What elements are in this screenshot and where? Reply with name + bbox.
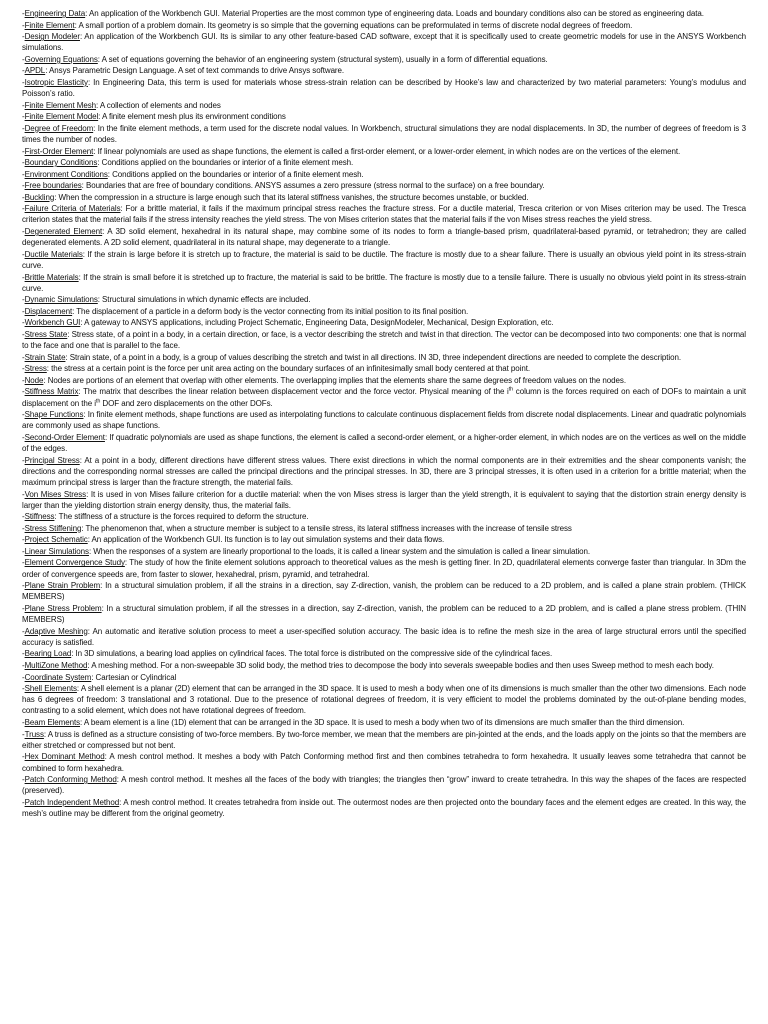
glossary-term: Isotropic Elasticity — [24, 77, 88, 87]
glossary-term: Displacement — [24, 306, 73, 316]
glossary-definition: : If the strain is large before it is stretch up to fracture, the material is said to be ductile. The fracture is mostly due to a shear failure. There is usually an obvious yield point in its stress-strain curve. — [22, 249, 746, 270]
glossary-definition: : An application of the Workbench GUI. Its is similar to any other feature-based CAD software, except that it is specifically used to create geometric models for use in the ANSYS Workbench simulations. — [22, 32, 746, 53]
glossary-entry: -Shell Elements: A shell element is a planar (2D) element that can be arranged in the 3D space. It is used to mesh a body when one of its dimensions is much smaller than the other two dimensions. Each node has 6 degrees of freedom: 3 translational and 3 rotational. Due to the presence of rotational degrees of freedom, it is very efficient to model the problems dominated by the out-of-plane bending modes, contrasting to a solid element, which does not have rotational degrees of freedom. — [22, 684, 746, 716]
glossary-definition: : An application of the Workbench GUI. Its function is to lay out simulation systems and their data flows. — [87, 535, 445, 545]
glossary-term: Stiffness — [24, 512, 55, 522]
glossary-definition: : An automatic and iterative solution process to meet a user-specified solution accuracy. The basic idea is to refine the mesh size in the area of large structural errors until the specified accuracy is satisfied. — [22, 626, 746, 647]
glossary-term: Boundary Conditions — [24, 158, 98, 168]
glossary-entry: -Von Mises Stress: It is used in von Mises failure criterion for a ductile material: when the von Mises stress is larger than the yield strength, it is equivalent to saying that the distortion strain energy density is larger than the yielding distortion strain energy density, thus, the material fails. — [22, 489, 746, 510]
glossary-entry: -APDL: Ansys Parametric Design Language. A set of text commands to drive Ansys software. — [22, 66, 345, 76]
glossary-term: Environment Conditions — [24, 169, 108, 179]
glossary-entry: -Brittle Materials: If the strain is small before it is stretched up to fracture, the material is said to be brittle. The fracture is mostly due to a tensile failure. There is usually no obvious yield point in its stress-strain curve. — [22, 272, 746, 293]
glossary-definition: : The stiffness of a structure is the forces required to deform the structure. — [54, 512, 309, 522]
glossary-definition: : In a structural simulation problem, if all the strains in a direction, say Z-direction, vanish, the problem can be reduced to a 2D problem, and is called a plane strain problem. (THICK MEMBERS) — [22, 581, 746, 602]
glossary-term: Finite Element — [24, 20, 75, 30]
glossary-entry: -Governing Equations: A set of equations governing the behavior of an engineering system (structural system), usually in a form of differential equations. — [22, 54, 548, 64]
glossary-definition: : A gateway to ANSYS applications, including Project Schematic, Engineering Data, DesignModeler, Mechanical, Design Exploration, etc. — [80, 318, 554, 328]
glossary-definition: : A 3D solid element, hexahedral in its natural shape, may combine some of its nodes to form a triangle-based prism, quadrilateral-based pyramid, or tetrahedron; they are called degenerated elements. A 2D solid element, quadrilateral in its natural shape, may degenerate to a triangle. — [22, 227, 747, 248]
glossary-entry: -Stress Stiffening: The phenomenon that, when a structure member is subject to a tensile stress, its lateral stiffness increases with the increase of tensile stress — [22, 523, 572, 533]
glossary-term: Stiffness Matrix — [24, 387, 79, 397]
glossary-definition-part: column is the forces required on each of DOFs to maintain a unit displacement on the i — [22, 387, 746, 408]
glossary-term: Node — [24, 375, 44, 385]
glossary-definition: : A collection of elements and nodes — [96, 100, 221, 110]
glossary-entry: -Node: Nodes are portions of an element that overlap with other elements. The overlapping implies that the elements share the same degrees of freedom values on the nodes. — [22, 375, 626, 385]
glossary-definition: : A shell element is a planar (2D) element that can be arranged in the 3D space. It is used to mesh a body when one of its dimensions is much smaller than the other two dimensions. Each node has 6 degrees of freedom: 3 translational and 3 rotational. Due to the presence of rotational degrees of freedom, it is very efficient to model the problems dominated by the out-of-plane bending modes, contrasting to a solid element, which does not have rotational degrees of freedom. — [22, 684, 746, 716]
glossary-entry: -Displacement: The displacement of a particle in a deform body is the vector connecting from its initial position to its final position. — [22, 306, 469, 316]
glossary-definition: : In finite element methods, shape functions are used as interpolating functions to calculate continuous displacement fields from discrete nodal displacements. Linear and quadratic polynomials are commonly used as shape functions. — [22, 410, 746, 431]
glossary-definition: : It is used in von Mises failure criterion for a ductile material: when the von Mises stress is larger than the yield strength, it is equivalent to saying that the distortion strain energy density is larger than the yielding distortion strain energy density, thus, the material fails. — [22, 489, 746, 510]
glossary-definition: : the stress at a certain point is the force per unit area acting on the boundary surfaces of an infinitesimally small body centered at that point. — [46, 364, 530, 374]
glossary-entry: -Hex Dominant Method: A mesh control method. It meshes a body with Patch Conforming method first and then combines tetrahedra to form hexahedra. It usually leaves some tetrahedra that cannot be combined to form hexahedra. — [22, 752, 746, 773]
glossary-entry: -Finite Element Mesh: A collection of elements and nodes — [22, 100, 221, 110]
glossary-entry: -Strain State: Strain state, of a point in a body, is a group of values describing the stretch and twist in all directions. IN 3D, three independent directions are needed to complete the description. — [22, 352, 681, 362]
glossary-term: Linear Simulations — [24, 546, 89, 556]
glossary-term: MultiZone Method — [24, 660, 88, 670]
glossary-entry: -Design Modeler: An application of the Workbench GUI. Its is similar to any other feature-based CAD software, except that it is specifically used to create geometric models for use in the ANSYS Workbench simulations. — [22, 32, 746, 53]
glossary-term: Stress — [24, 364, 47, 374]
glossary-term: Design Modeler — [24, 32, 80, 42]
glossary-entry: -Boundary Conditions: Conditions applied on the boundaries or interior of a finite element mesh. — [22, 158, 354, 168]
glossary-entry: -Degree of Freedom: In the finite element methods, a term used for the discrete nodal values. In Workbench, structural simulations they are nodal displacements. In 3D, the number of degrees of freedom is 3 times the number of nodes. — [22, 123, 746, 144]
glossary-term: Adaptive Meshing — [24, 626, 88, 636]
glossary-term: Strain State — [24, 352, 66, 362]
glossary-definition: : A mesh control method. It creates tetrahedra from inside out. The outermost nodes are then projected onto the boundary faces and the element edges are created. In this way, the mesh’s outline may be different from the original geometry. — [22, 797, 746, 819]
glossary-definition: : Ansys Parametric Design Language. A set of text commands to drive Ansys software. — [45, 66, 345, 76]
glossary-term: Truss — [24, 729, 44, 739]
glossary-definition: : A set of equations governing the behavior of an engineering system (structural system), usually in a form of differential equations. — [97, 54, 548, 64]
glossary-definition-part: : The matrix that describes the linear relation between displacement vector and the force vector. Physical meaning of the i — [78, 387, 509, 397]
glossary-term: Plane Strain Problem — [24, 581, 101, 591]
glossary-term: Buckling — [24, 192, 55, 202]
glossary-term: Dynamic Simulations — [24, 295, 98, 305]
glossary-term: Stress Stiffening — [24, 523, 82, 533]
glossary-definition: : If the strain is small before it is stretched up to fracture, the material is said to be brittle. The fracture is mostly due to a tensile failure. There is usually no obvious yield point in its stress-strain curve. — [22, 272, 746, 293]
glossary-entry: -Workbench GUI: A gateway to ANSYS applications, including Project Schematic, Engineering Data, DesignModeler, Mechanical, Design Exploration, etc. — [22, 318, 554, 328]
glossary-definition: : A small portion of a problem domain. Its geometry is so simple that the governing equations can be preformulated in terms of discrete nodal degrees of freedom. — [74, 20, 633, 30]
superscript: th — [508, 386, 514, 393]
glossary-definition: : Strain state, of a point in a body, is a group of values describing the stretch and twist in all directions. IN 3D, three independent directions are needed to complete the description. — [65, 352, 681, 362]
glossary-term: Bearing Load — [24, 649, 72, 659]
glossary-term: Degree of Freedom — [24, 123, 94, 133]
glossary-entry: -Linear Simulations: When the responses of a system are linearly proportional to the loads, it is called a linear system and the simulation is called a linear simulation. — [22, 546, 591, 556]
glossary-entry: -Finite Element: A small portion of a problem domain. Its geometry is so simple that the governing equations can be preformulated in terms of discrete nodal degrees of freedom. — [22, 20, 633, 30]
glossary-term: Von Mises Stress — [24, 489, 87, 499]
glossary-term: Degenerated Element — [24, 227, 103, 237]
glossary-definition: : Nodes are portions of an element that overlap with other elements. The overlapping implies that the elements share the same degrees of freedom values on the nodes. — [43, 375, 626, 385]
glossary-definition: : A truss is defined as a structure consisting of two-force members. By two-force member, we mean that the members are pin-jointed at the ends, and the loads apply on the joints so that the members are either stretched or compressed but not bent. — [22, 729, 746, 750]
glossary-entry: -Plane Strain Problem: In a structural simulation problem, if all the strains in a direction, say Z-direction, vanish, the problem can be reduced to a 2D problem, and is called a plane strain problem. (THICK MEMBERS) — [22, 581, 746, 602]
glossary-definition: : A mesh control method. It meshes all the faces of the body with triangles; the triangles then “grow” inward to create tetrahedra. In this way the shapes of the faces are respected (preserved). — [22, 775, 746, 796]
glossary-term: Patch Conforming Method — [24, 775, 117, 785]
glossary-definition: : Conditions applied on the boundaries or interior of a finite element mesh. — [97, 158, 354, 168]
glossary-term: Engineering Data — [24, 9, 86, 18]
glossary-entry: -Truss: A truss is defined as a structure consisting of two-force members. By two-force member, we mean that the members are pin-jointed at the ends, and the loads apply on the joints so that the members are either stretched or compressed but not bent. — [22, 729, 746, 750]
glossary-term: Free boundaries — [24, 181, 82, 191]
superscript: th — [95, 397, 101, 404]
glossary-term: Stress State — [24, 329, 68, 339]
glossary-definition: : The displacement of a particle in a deform body is the vector connecting from its initial position to its final position. — [72, 306, 469, 316]
glossary-term: Plane Stress Problem — [24, 603, 102, 613]
glossary-entry: -Degenerated Element: A 3D solid element, hexahedral in its natural shape, may combine some of its nodes to form a triangle-based prism, quadrilateral-based pyramid, or tetrahedron; they are called degenerated elements. A 2D solid element, quadrilateral in its natural shape, may degenerate to a triangle. — [22, 227, 747, 248]
glossary-term: APDL — [24, 66, 46, 76]
glossary-definition: : Cartesian or Cylindrical — [91, 672, 177, 682]
glossary-entry: -Ductile Materials: If the strain is large before it is stretch up to fracture, the material is said to be ductile. The fracture is mostly due to a shear failure. There is usually an obvious yield point in its stress-strain curve. — [22, 249, 746, 270]
glossary-definition: : If quadratic polynomials are used as shape functions, the element is called a second-order element, or a higher-order element, in which nodes are on the vertices as well on the middle of the edges. — [22, 432, 746, 453]
glossary-definition: : Boundaries that are free of boundary conditions. ANSYS assumes a zero pressure (stress normal to the surface) on a free boundary. — [81, 181, 545, 191]
glossary-definition: : A finite element mesh plus its environment conditions — [98, 112, 286, 122]
glossary-term: Finite Element Mesh — [24, 100, 96, 110]
glossary-entry: -Element Convergence Study: The study of how the finite element solutions approach to theoretical values as the mesh is getting finer. In 2D, quadrilateral elements converge faster than triangular. In 3Dm the order of convergence speeds are, from faster to slower, hexahedral, prism, pyramid, and tetrahedral. — [22, 558, 746, 579]
glossary-term: Shape Functions — [24, 410, 84, 420]
glossary-definition: : For a brittle material, it fails if the maximum principal stress reaches the fracture stress. For a ductile material, Tresca criterion or von Mises criterion may be used. The Tresca criterion states that the material fails if the stress intensity reaches the yield stress. The von Mises criterion states that the material fails if the von Mises stress reaches the yield stress. — [22, 204, 747, 225]
glossary-term: Hex Dominant Method — [24, 752, 105, 762]
glossary-definition: : The study of how the finite element solutions approach to theoretical values as the mesh is getting finer. In 2D, quadrilateral elements converge faster than triangular. In 3Dm the order of convergence speeds are, from faster to slower, hexahedral, prism, pyramid, and tetrahedral. — [22, 558, 746, 579]
glossary-term: Finite Element Model — [24, 112, 99, 122]
glossary-term: Coordinate System — [24, 672, 92, 682]
glossary-entry: -Adaptive Meshing: An automatic and iterative solution process to meet a user-specified solution accuracy. The basic idea is to refine the mesh size in the area of large structural errors until the specified accuracy is satisfied. — [22, 626, 746, 647]
glossary-definition: : At a point in a body, different directions have different stress values. There exist directions in which the normal components are in their extremities and the shear components vanish; the directions and the corresponding normal stresses are called the principal directions and the principal stresses. In 3D, there are 3 principal stresses, it is often used in a criterion for a brittle material; when the maximum principal stress is larger than the fracture strength, the material fails. — [22, 455, 746, 487]
glossary-entry: -Shape Functions: In finite element methods, shape functions are used as interpolating functions to calculate continuous displacement fields from discrete nodal displacements. Linear and quadratic polynomials are commonly used as shape functions. — [22, 410, 746, 431]
glossary-definition: : The phenomenon that, when a structure member is subject to a tensile stress, its lateral stiffness increases with the increase of tensile stress — [81, 523, 572, 533]
glossary-entry: -Bearing Load: In 3D simulations, a bearing load applies on cylindrical faces. The total force is distributed on the compressive side of the cylindrical faces. — [22, 649, 553, 659]
glossary-entry: -Beam Elements: A beam element is a line (1D) element that can be arranged in the 3D space. It is used to mesh a body when two of its dimensions are much smaller than the third dimension. — [22, 718, 685, 728]
glossary-entry: -Stress State: Stress state, of a point in a body, in a certain direction, or face, is a vector describing the stretch and twist in that direction. The vector can be decomposed into two components: one that is normal to the face and one that is parallel to the face. — [22, 329, 746, 351]
glossary-term: Ductile Materials — [24, 249, 83, 259]
glossary-term: Project Schematic — [24, 535, 88, 545]
glossary-term: Governing Equations — [24, 54, 98, 64]
glossary-definition: : In Engineering Data, this term is used for materials whose stress-strain relation can be described by Hooke’s law and characterized by two material parameters: Young’s modulus and Poisson’s ratio. — [22, 77, 746, 99]
glossary-definition: : Structural simulations in which dynamic effects are included. — [97, 295, 311, 305]
glossary-entry: -Finite Element Model: A finite element mesh plus its environment conditions — [22, 112, 286, 122]
glossary-entry: -Stiffness: The stiffness of a structure is the forces required to deform the structure. — [22, 512, 309, 522]
glossary-term: Patch Independent Method — [24, 797, 120, 807]
glossary-entry: -Principal Stress: At a point in a body, different directions have different stress values. There exist directions in which the normal components are in their extremities and the shear components vanish; the directions and the corresponding normal stresses are called the principal directions and the principal stresses. In 3D, there are 3 principal stresses, it is often used in a criterion for a brittle material; when the maximum principal stress is larger than the fracture strength, the material fails. — [22, 455, 746, 487]
glossary-entry: -Buckling: When the compression in a structure is large enough such that its lateral stiffness vanishes, the structure becomes unstable, or buckled. — [22, 192, 529, 202]
glossary-entry: -Environment Conditions: Conditions applied on the boundaries or interior of a finite element mesh. — [22, 169, 364, 179]
glossary-term: Workbench GUI — [24, 318, 81, 328]
glossary-entry: -Patch Independent Method: A mesh control method. It creates tetrahedra from inside out. The outermost nodes are then projected onto the boundary faces and the element edges are created. In this way, the mesh’s outline may be different from the original geometry. — [22, 797, 746, 819]
glossary-definition: : A beam element is a line (1D) element that can be arranged in the 3D space. It is used to mesh a body when two of its dimensions are much smaller than the third dimension. — [80, 718, 685, 728]
glossary-entry: -Free boundaries: Boundaries that are free of boundary conditions. ANSYS assumes a zero pressure (stress normal to the surface) on a free boundary. — [22, 181, 545, 191]
glossary-definition: : In the finite element methods, a term used for the discrete nodal values. In Workbench, structural simulations they are nodal displacements. In 3D, the number of degrees of freedom is 3 times the number of nodes. — [22, 123, 746, 144]
glossary-definition: : Conditions applied on the boundaries or interior of a finite element mesh. — [107, 169, 364, 179]
glossary-entry: -First-Order Element: If linear polynomials are used as shape functions, the element is called a first-order element, or a lower-order element, in which nodes are on the vertices of the element. — [22, 146, 681, 156]
glossary-entry: -Plane Stress Problem: In a structural simulation problem, if all the stresses in a direction, say Z-direction, vanish, the problem can be reduced to a 2D problem, and is called a plane stress problem. (THIN MEMBERS) — [22, 603, 746, 625]
glossary-term: Shell Elements — [24, 684, 77, 694]
glossary-term: Failure Criteria of Materials — [24, 204, 121, 214]
glossary-definition: : An application of the Workbench GUI. Material Properties are the most common type of engineering data. Loads and boundary conditions also can be stored as engineering data. — [85, 9, 704, 18]
glossary-entry: -Failure Criteria of Materials: For a brittle material, it fails if the maximum principal stress reaches the fracture stress. For a ductile material, Tresca criterion or von Mises criterion may be used. The Tresca criterion states that the material fails if the stress intensity reaches the yield stress. The von Mises criterion states that the material fails if the von Mises stress reaches the yield stress. — [22, 204, 747, 225]
glossary-entry: -Dynamic Simulations: Structural simulations in which dynamic effects are included. — [22, 295, 311, 305]
glossary-definition: : In 3D simulations, a bearing load applies on cylindrical faces. The total force is distributed on the compressive side of the cylindrical faces. — [71, 649, 553, 659]
glossary-term: Principal Stress — [24, 455, 80, 465]
glossary-entry: -Coordinate System: Cartesian or Cylindrical — [22, 672, 177, 682]
glossary-definition: : When the compression in a structure is large enough such that its lateral stiffness vanishes, the structure becomes unstable, or buckled. — [54, 192, 529, 202]
glossary-entry: -MultiZone Method: A meshing method. For a non-sweepable 3D solid body, the method tries to decompose the body into severals sweepable bodies and then uses Sweep method to mesh each body. — [22, 660, 714, 670]
glossary-definition: : Stress state, of a point in a body, in a certain direction, or face, is a vector describing the stretch and twist in that direction. The vector can be decomposed into two components: one that is normal to the face and one that is parallel to the face. — [22, 329, 746, 351]
glossary-entry: -Project Schematic: An application of the Workbench GUI. Its function is to lay out simulation systems and their data flows. — [22, 535, 445, 545]
glossary-term: First-Order Element — [24, 146, 94, 156]
glossary-entry: -Stiffness Matrix: The matrix that describes the linear relation between displacement vector and the force vector. Physical meaning of the $i^{th}$ column is the forces required on each of DOFs to maintain a unit displacement on the $i^{th}$ DOF and zero displacements on the other DOFs. — [22, 386, 746, 408]
glossary-entry: -Second-Order Element: If quadratic polynomials are used as shape functions, the element is called a second-order element, or a higher-order element, in which nodes are on the vertices as well on the middle of the edges. — [22, 432, 746, 453]
glossary-entry: -Patch Conforming Method: A mesh control method. It meshes all the faces of the body with triangles; the triangles then “grow” inward to create tetrahedra. In this way the shapes of the faces are respected (preserved). — [22, 775, 746, 796]
glossary-definition: : When the responses of a system are linearly proportional to the loads, it is called a linear system and the simulation is called a linear simulation. — [88, 546, 591, 556]
glossary-entry: -Isotropic Elasticity: In Engineering Data, this term is used for materials whose stress-strain relation can be described by Hooke’s law and characterized by two material parameters: Young’s modulus and Poisson’s ratio. — [22, 77, 746, 99]
glossary-definition-part: DOF and zero displacements on the other DOFs. — [100, 398, 273, 408]
glossary-entry: -Engineering Data: An application of the Workbench GUI. Material Properties are the most common type of engineering data. Loads and boundary conditions also can be stored as engineering data. — [22, 9, 704, 18]
glossary-definition: : In a structural simulation problem, if all the stresses in a direction, say Z-direction, vanish, the problem can be reduced to a 2D problem, and is called a plane stress problem. (THIN MEMBERS) — [22, 603, 746, 625]
glossary-definition: : A mesh control method. It meshes a body with Patch Conforming method first and then combines tetrahedra to form hexahedra. It usually leaves some tetrahedra that cannot be combined to form hexahedra. — [22, 752, 746, 773]
glossary-term: Element Convergence Study — [24, 558, 125, 568]
glossary-term: Second-Order Element — [24, 432, 105, 442]
glossary-definition: : A meshing method. For a non-sweepable 3D solid body, the method tries to decompose the body into severals sweepable bodies and then uses Sweep method to mesh each body. — [87, 660, 714, 670]
glossary-entry: -Stress: the stress at a certain point is the force per unit area acting on the boundary surfaces of an infinitesimally small body centered at that point. — [22, 364, 530, 374]
glossary-definition: : If linear polynomials are used as shape functions, the element is called a first-order element, or a lower-order element, in which nodes are on the vertices of the element. — [93, 146, 681, 156]
glossary-term: Beam Elements — [24, 718, 81, 728]
glossary-term: Brittle Materials — [24, 272, 79, 282]
